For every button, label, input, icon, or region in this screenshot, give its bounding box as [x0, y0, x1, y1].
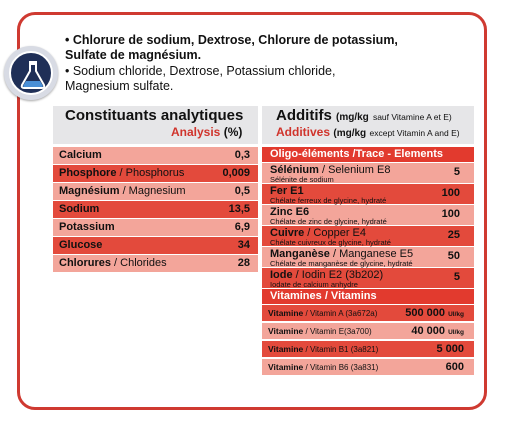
table-row: Sélénium / Selenium E8 Sélénite de sodium 5 [262, 163, 474, 183]
analysis-header [53, 106, 258, 144]
table-row: Glucose 34 [53, 237, 258, 254]
additives-header [262, 106, 474, 144]
table-row: Iode / Iodin E2 (3b202) Iodate de calcium anhydre 5 [262, 268, 474, 288]
analysis-table [53, 147, 258, 273]
table-row: Vitamine / Vitamin B1 (3a821) 5 000 [262, 341, 474, 357]
ingredients-fr: • Chlorure de sodium, Dextrose, Chlorure de potassium, Sulfate de magnésium. [65, 33, 398, 62]
table-row: Calcium 0,3 [53, 147, 258, 164]
additives-subtitle: Additives (mg/kg except Vitamin A and E) [276, 125, 460, 139]
table-row: Sodium 13,5 [53, 201, 258, 218]
additives-table [262, 147, 474, 377]
table-row: Manganèse / Manganese E5 Chélate de manganèse de glycine, hydraté 50 [262, 247, 474, 267]
table-row: Chlorures / Chlorides 28 [53, 255, 258, 272]
category-badge [4, 46, 58, 100]
table-row: Fer E1 Chélate ferreux de glycine, hydraté 100 [262, 184, 474, 204]
table-row: Vitamine / Vitamin A (3a672a) 500 000 UI/kg [262, 305, 474, 321]
analysis-title: Constituants analytiques [65, 107, 244, 124]
analysis-subtitle: Analysis (%) [171, 125, 243, 139]
table-row: Phosphore / Phosphorus 0,009 [53, 165, 258, 182]
ingredients-en: • Sodium chloride, Dextrose, Potassium chloride, Magnesium sulfate. [65, 64, 336, 93]
table-row: Vitamine / Vitamin E(3a700) 40 000 UI/kg [262, 323, 474, 339]
table-row: Vitamine / Vitamin B6 (3a831) 600 [262, 359, 474, 375]
ingredients-text [65, 33, 465, 93]
table-row: Magnésium / Magnesium 0,5 [53, 183, 258, 200]
table-row: Potassium 6,9 [53, 219, 258, 236]
lab-flask-icon [19, 60, 47, 90]
trace-elements-header: Oligo-éléments /Trace - Elements [262, 147, 474, 162]
vitamins-header: Vitamines / Vitamins [262, 289, 474, 304]
table-row: Zinc E6 Chélate de zinc de glycine, hydraté 100 [262, 205, 474, 225]
table-row: Cuivre / Copper E4 Chélate cuivreux de glycine, hydraté 25 [262, 226, 474, 246]
additives-title: Additifs (mg/kg sauf Vitamine A et E) [276, 107, 452, 124]
